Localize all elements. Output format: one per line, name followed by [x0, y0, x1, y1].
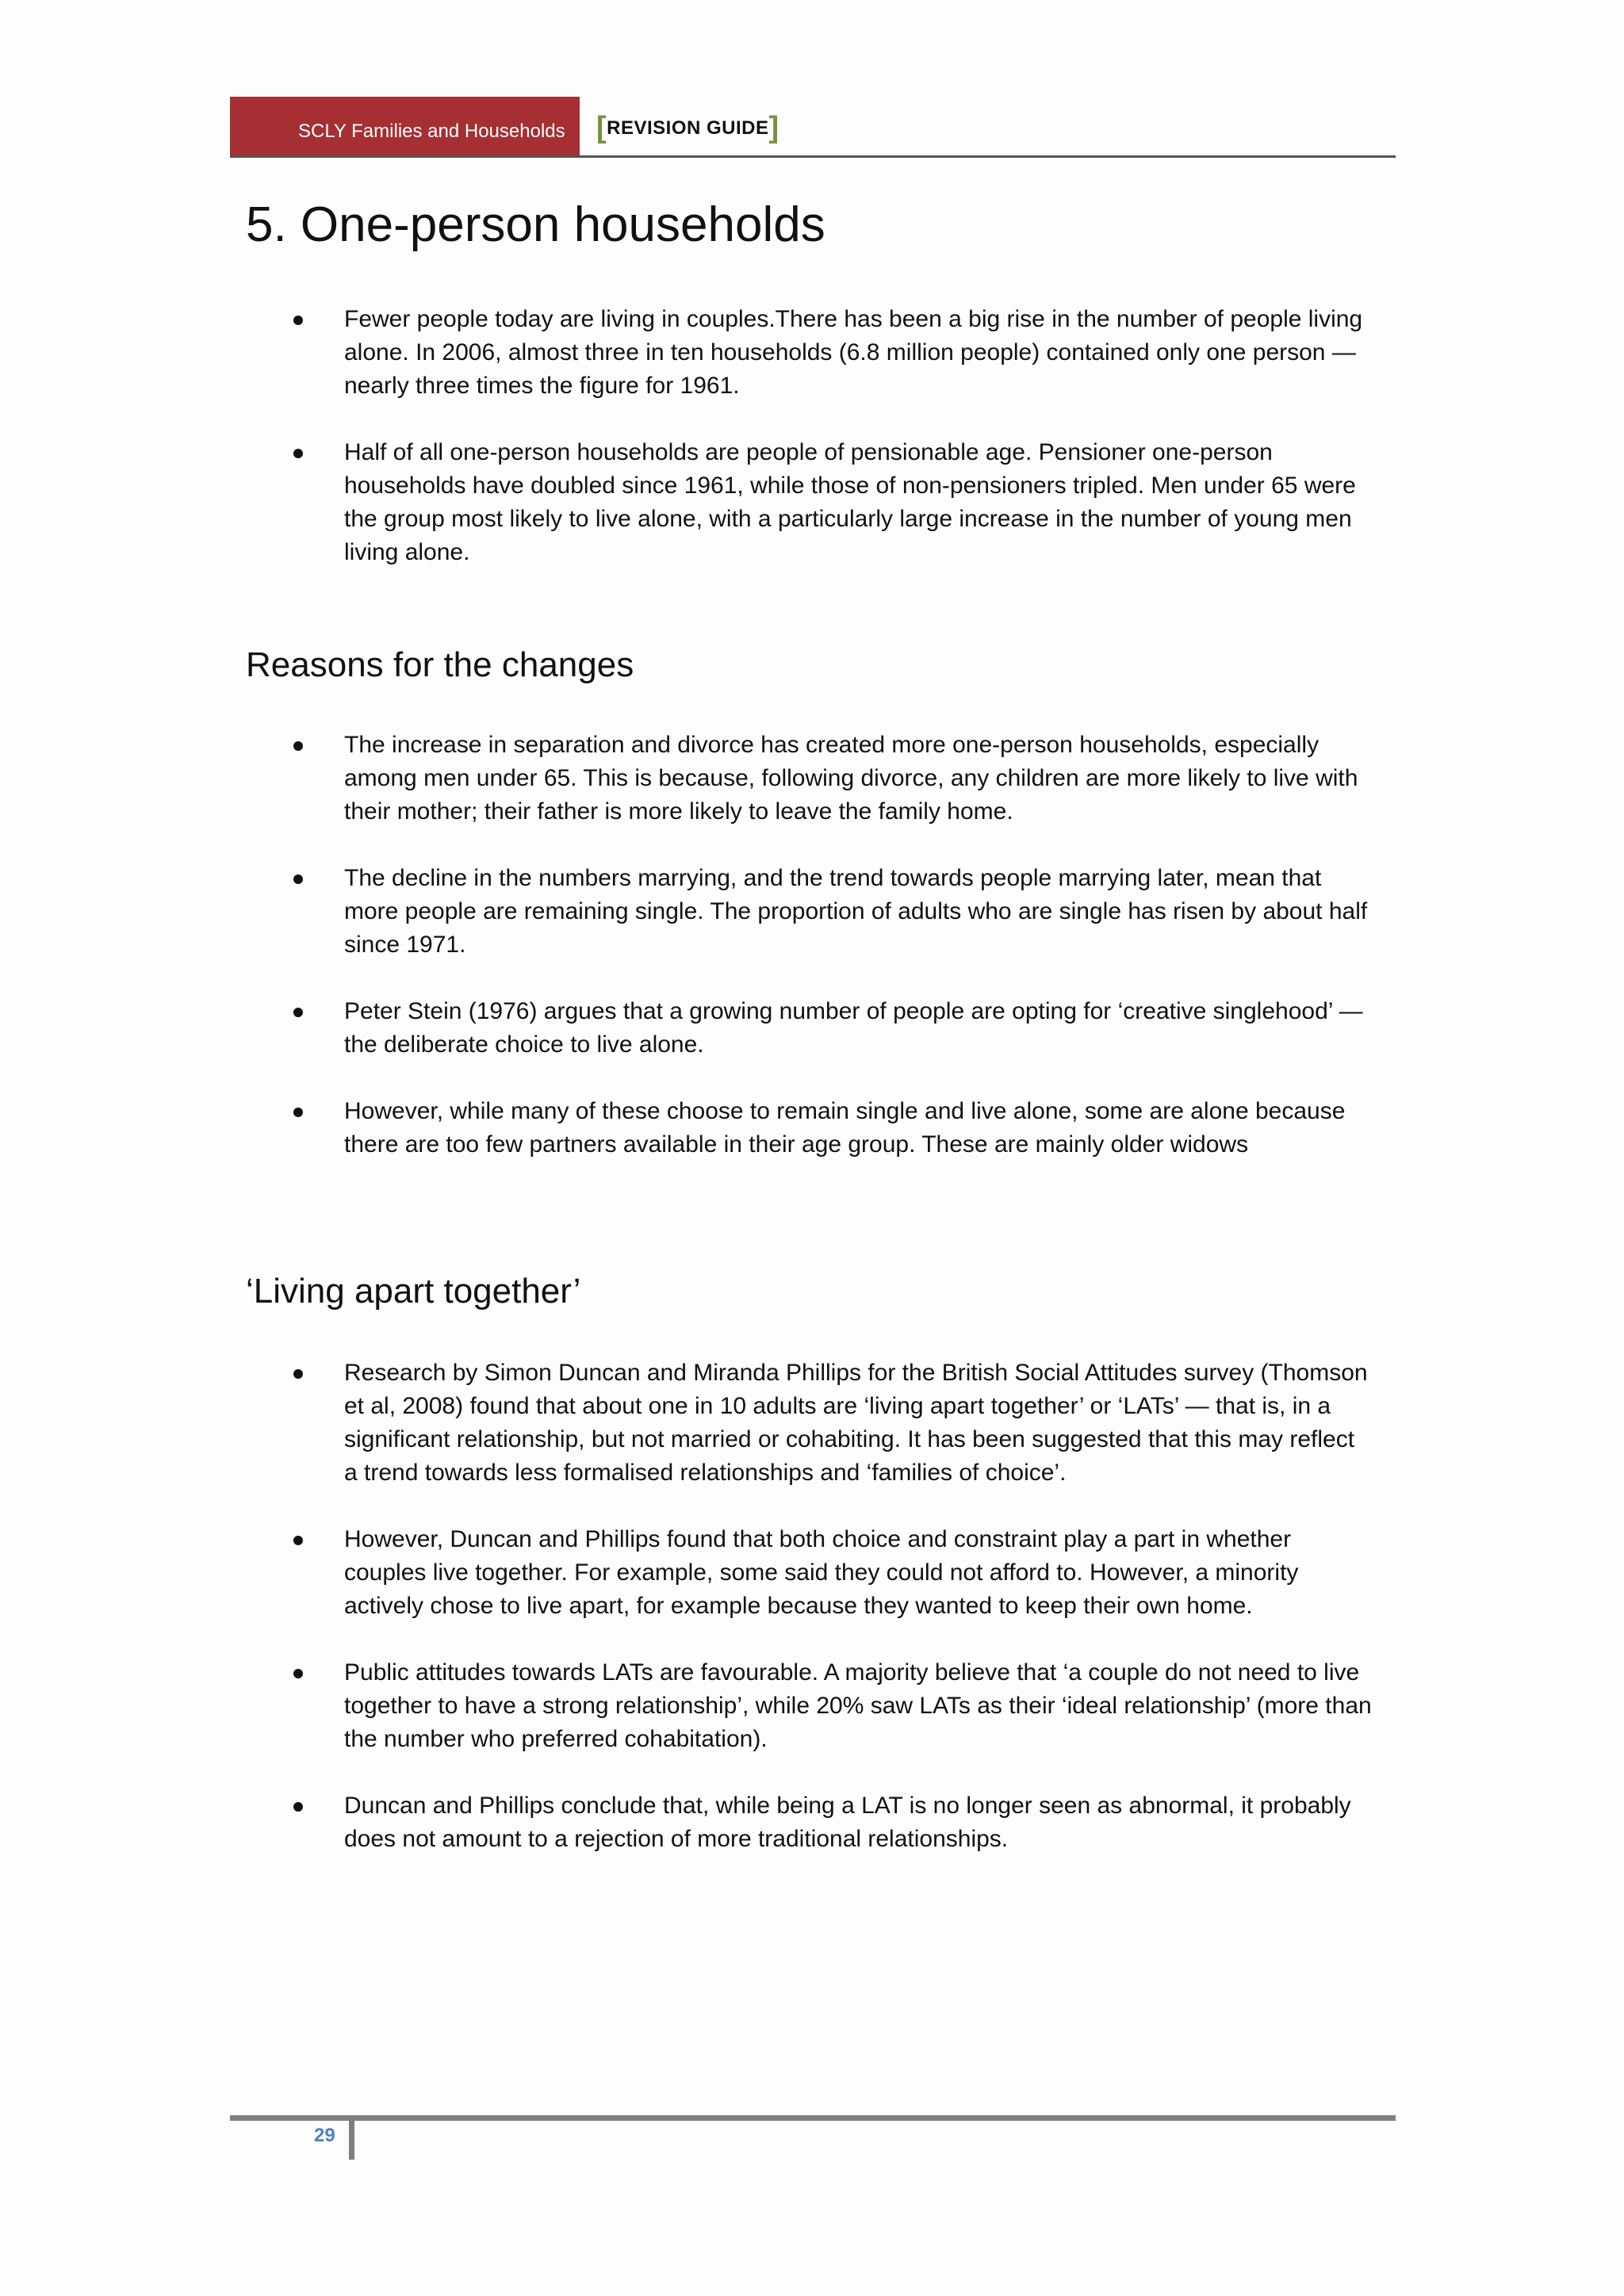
list-item	[293, 729, 1372, 828]
bullet-icon	[293, 316, 303, 325]
list-item	[293, 1656, 1372, 1756]
bullet-icon	[293, 741, 303, 751]
list-item-text: Public attitudes towards LATs are favourable. A majority believe that ‘a couple do not need to live together to have a strong relationship’, while 20% saw LATs as their ‘ideal relationship’ (more than the number who preferred cohabitation).	[344, 1659, 1372, 1752]
list-item	[293, 1523, 1372, 1623]
list-item-text: However, while many of these choose to remain single and live alone, some are alone because there are too few partners available in their age group. These are mainly older widows	[344, 1098, 1346, 1158]
reasons-bullet-list	[293, 729, 1372, 1195]
list-item-text: Research by Simon Duncan and Miranda Phillips for the British Social Attitudes survey (Thomson et al, 2008) found that about one in 10 adults are ‘living apart together’ or ‘LATs’ — that is, in a significant relationship, but not married or cohabiting. It has been suggested that this may reflect a trend towards less formalised relationships and ‘families of choice’.	[344, 1360, 1368, 1486]
footer-rule	[230, 2115, 1396, 2121]
header-rule	[230, 155, 1396, 158]
page-title: 5. One-person households	[246, 197, 825, 252]
bullet-icon	[293, 1369, 303, 1379]
bullet-icon	[293, 1108, 303, 1117]
list-item	[293, 436, 1372, 569]
bullet-icon	[293, 449, 303, 458]
bullet-icon	[293, 1669, 303, 1678]
list-item-text: Half of all one-person households are people of pensionable age. Pensioner one-person households have doubled since 1961, while those of non-pensioners tripled. Men under 65 were the group most likely to live alone, with a particularly large increase in the number of young men living alone.	[344, 439, 1356, 565]
header-tab-label: SCLY Families and Households	[298, 121, 565, 142]
list-item-text: However, Duncan and Phillips found that both choice and constraint play a part in whether couples live together. For example, some said they could not afford to. However, a minority actively chose to live apart, for example because they wanted to keep their own home.	[344, 1526, 1299, 1619]
bullet-icon	[293, 1536, 303, 1545]
section-heading-living-apart-together: ‘Living apart together’	[246, 1272, 581, 1311]
bullet-icon	[293, 1008, 303, 1017]
header-section-tab	[230, 97, 580, 155]
section-heading-reasons: Reasons for the changes	[246, 645, 634, 684]
list-item-text: The decline in the numbers marrying, and the trend towards people marrying later, mean that more people are remaining single. The proportion of adults who are single has risen by about half since 1971.	[344, 865, 1368, 958]
bullet-icon	[293, 874, 303, 884]
lat-bullet-list	[293, 1357, 1372, 1889]
list-item-text: Duncan and Phillips conclude that, while being a LAT is no longer seen as abnormal, it probably does not amount to a rejection of more traditional relationships.	[344, 1793, 1351, 1852]
list-item	[293, 303, 1372, 403]
intro-bullet-list	[293, 303, 1372, 603]
header-bracket-open: [	[596, 111, 607, 144]
list-item	[293, 995, 1372, 1062]
list-item-text: Peter Stein (1976) argues that a growing number of people are opting for ‘creative singlehood’ — the deliberate choice to live alone.	[344, 998, 1363, 1058]
list-item-text: The increase in separation and divorce has created more one-person households, especially among men under 65. This is because, following divorce, any children are more likely to live with their mother; their father is more likely to leave the family home.	[344, 732, 1358, 825]
list-item	[293, 1357, 1372, 1490]
header-guide-label: REVISION GUIDE	[607, 117, 769, 139]
list-item-text: Fewer people today are living in couples.There has been a big rise in the number of people living alone. In 2006, almost three in ten households (6.8 million people) contained only one person — nearly three times the figure for 1961.	[344, 306, 1363, 399]
list-item	[293, 862, 1372, 962]
header-revision-guide	[596, 108, 779, 142]
bullet-icon	[293, 1802, 303, 1812]
list-item	[293, 1095, 1372, 1161]
list-item	[293, 1789, 1372, 1856]
header-bracket-close: ]	[768, 111, 779, 144]
footer-divider	[349, 2118, 354, 2160]
page-number: 29	[314, 2125, 335, 2146]
